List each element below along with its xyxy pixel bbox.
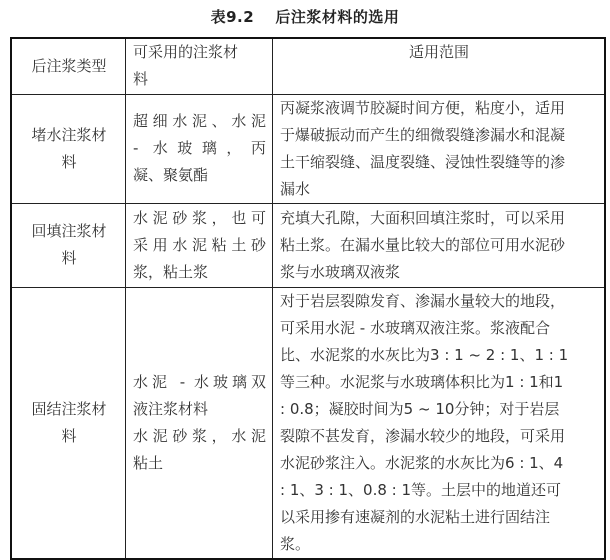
- cell-materials: [126, 94, 273, 203]
- cell-line: 回填注浆材: [31, 222, 107, 240]
- cell-line: 漏水: [280, 179, 311, 198]
- cell-scope: [273, 203, 606, 287]
- cell-line: 对于岩层裂隙发育、渗漏水量较大的地段，: [280, 291, 566, 310]
- cell-line: 水泥 - 水玻璃双: [133, 372, 266, 391]
- table-header-row: [11, 38, 605, 94]
- cell-line: 土干缩裂缝、温度裂缝、浸蚀性裂缝等的渗: [280, 152, 566, 171]
- cell-line: 裂隙不甚发育，渗漏水较少的地段，可采用: [280, 426, 566, 445]
- cell-line: 水泥砂浆，水泥: [133, 426, 266, 445]
- cell-line: : 1、3 : 1、0.8 : 1等。土层中的地道还可: [280, 480, 562, 499]
- cell-line: 料: [61, 426, 77, 445]
- cell-line: 料: [61, 152, 77, 171]
- cell-line: : 0.8；凝胶时间为5 ~ 10分钟；对于岩层: [280, 399, 560, 418]
- cell-line: 可采用水泥 - 水玻璃双液注浆。浆液配合: [280, 318, 550, 337]
- cell-line: 于爆破振动而产生的细微裂缝渗漏水和混凝: [280, 125, 566, 144]
- cell-line: 比、水泥浆的水灰比为3 : 1 ~ 2 : 1、1 : 1: [280, 345, 569, 364]
- cell-line: 液注浆材料: [133, 399, 209, 418]
- cell-scope: [273, 287, 606, 559]
- cell-line: 等三种。水泥浆与水玻璃体积比为1 : 1和1: [280, 372, 564, 391]
- cell-line: 采用水泥粘土砂: [133, 235, 266, 254]
- cell-line: 料: [61, 249, 77, 267]
- cell-line: 固结注浆材: [31, 399, 107, 418]
- cell-line: 粘土浆。在漏水量比较大的部位可用水泥砂: [280, 235, 566, 254]
- cell-materials: [126, 287, 273, 559]
- header-type: 后注浆类型: [11, 38, 126, 94]
- grouting-materials-table: [10, 37, 606, 560]
- cell-type: [11, 203, 126, 287]
- cell-line: 丙凝浆液调节胶凝时间方便，粘度小，适用: [280, 98, 566, 117]
- cell-line: 堵水注浆材: [31, 125, 107, 144]
- cell-line: 凝、聚氨酯: [133, 166, 209, 184]
- table-row: [11, 203, 605, 287]
- cell-line: 充填大孔隙，大面积回填注浆时，可以采用: [280, 208, 566, 227]
- cell-line: - 水玻璃，丙: [133, 139, 266, 157]
- header-materials-line: 料: [133, 70, 149, 88]
- table-caption: 表9.2 后注浆材料的选用: [210, 8, 400, 26]
- header-materials: [126, 38, 273, 94]
- cell-line: 粘土: [133, 453, 164, 472]
- cell-line: 浆，粘土浆: [133, 262, 209, 281]
- cell-line: 水泥砂浆，也可: [133, 208, 266, 227]
- header-scope: 适用范围: [273, 38, 606, 94]
- cell-line: 浆与水玻璃双液浆: [280, 262, 401, 281]
- cell-materials: [126, 203, 273, 287]
- cell-line: 以采用掺有速凝剂的水泥粘土进行固结注: [280, 507, 551, 526]
- table-row: [11, 94, 605, 203]
- cell-line: 超细水泥、水泥: [133, 112, 266, 130]
- cell-line: 浆。: [280, 534, 311, 553]
- cell-type: [11, 287, 126, 559]
- table-row: [11, 287, 605, 559]
- cell-line: 水泥砂浆注入。水泥浆的水灰比为6 : 1、4: [280, 453, 564, 472]
- cell-scope: [273, 94, 606, 203]
- cell-type: [11, 94, 126, 203]
- header-materials-line: 可采用的注浆材: [133, 43, 239, 61]
